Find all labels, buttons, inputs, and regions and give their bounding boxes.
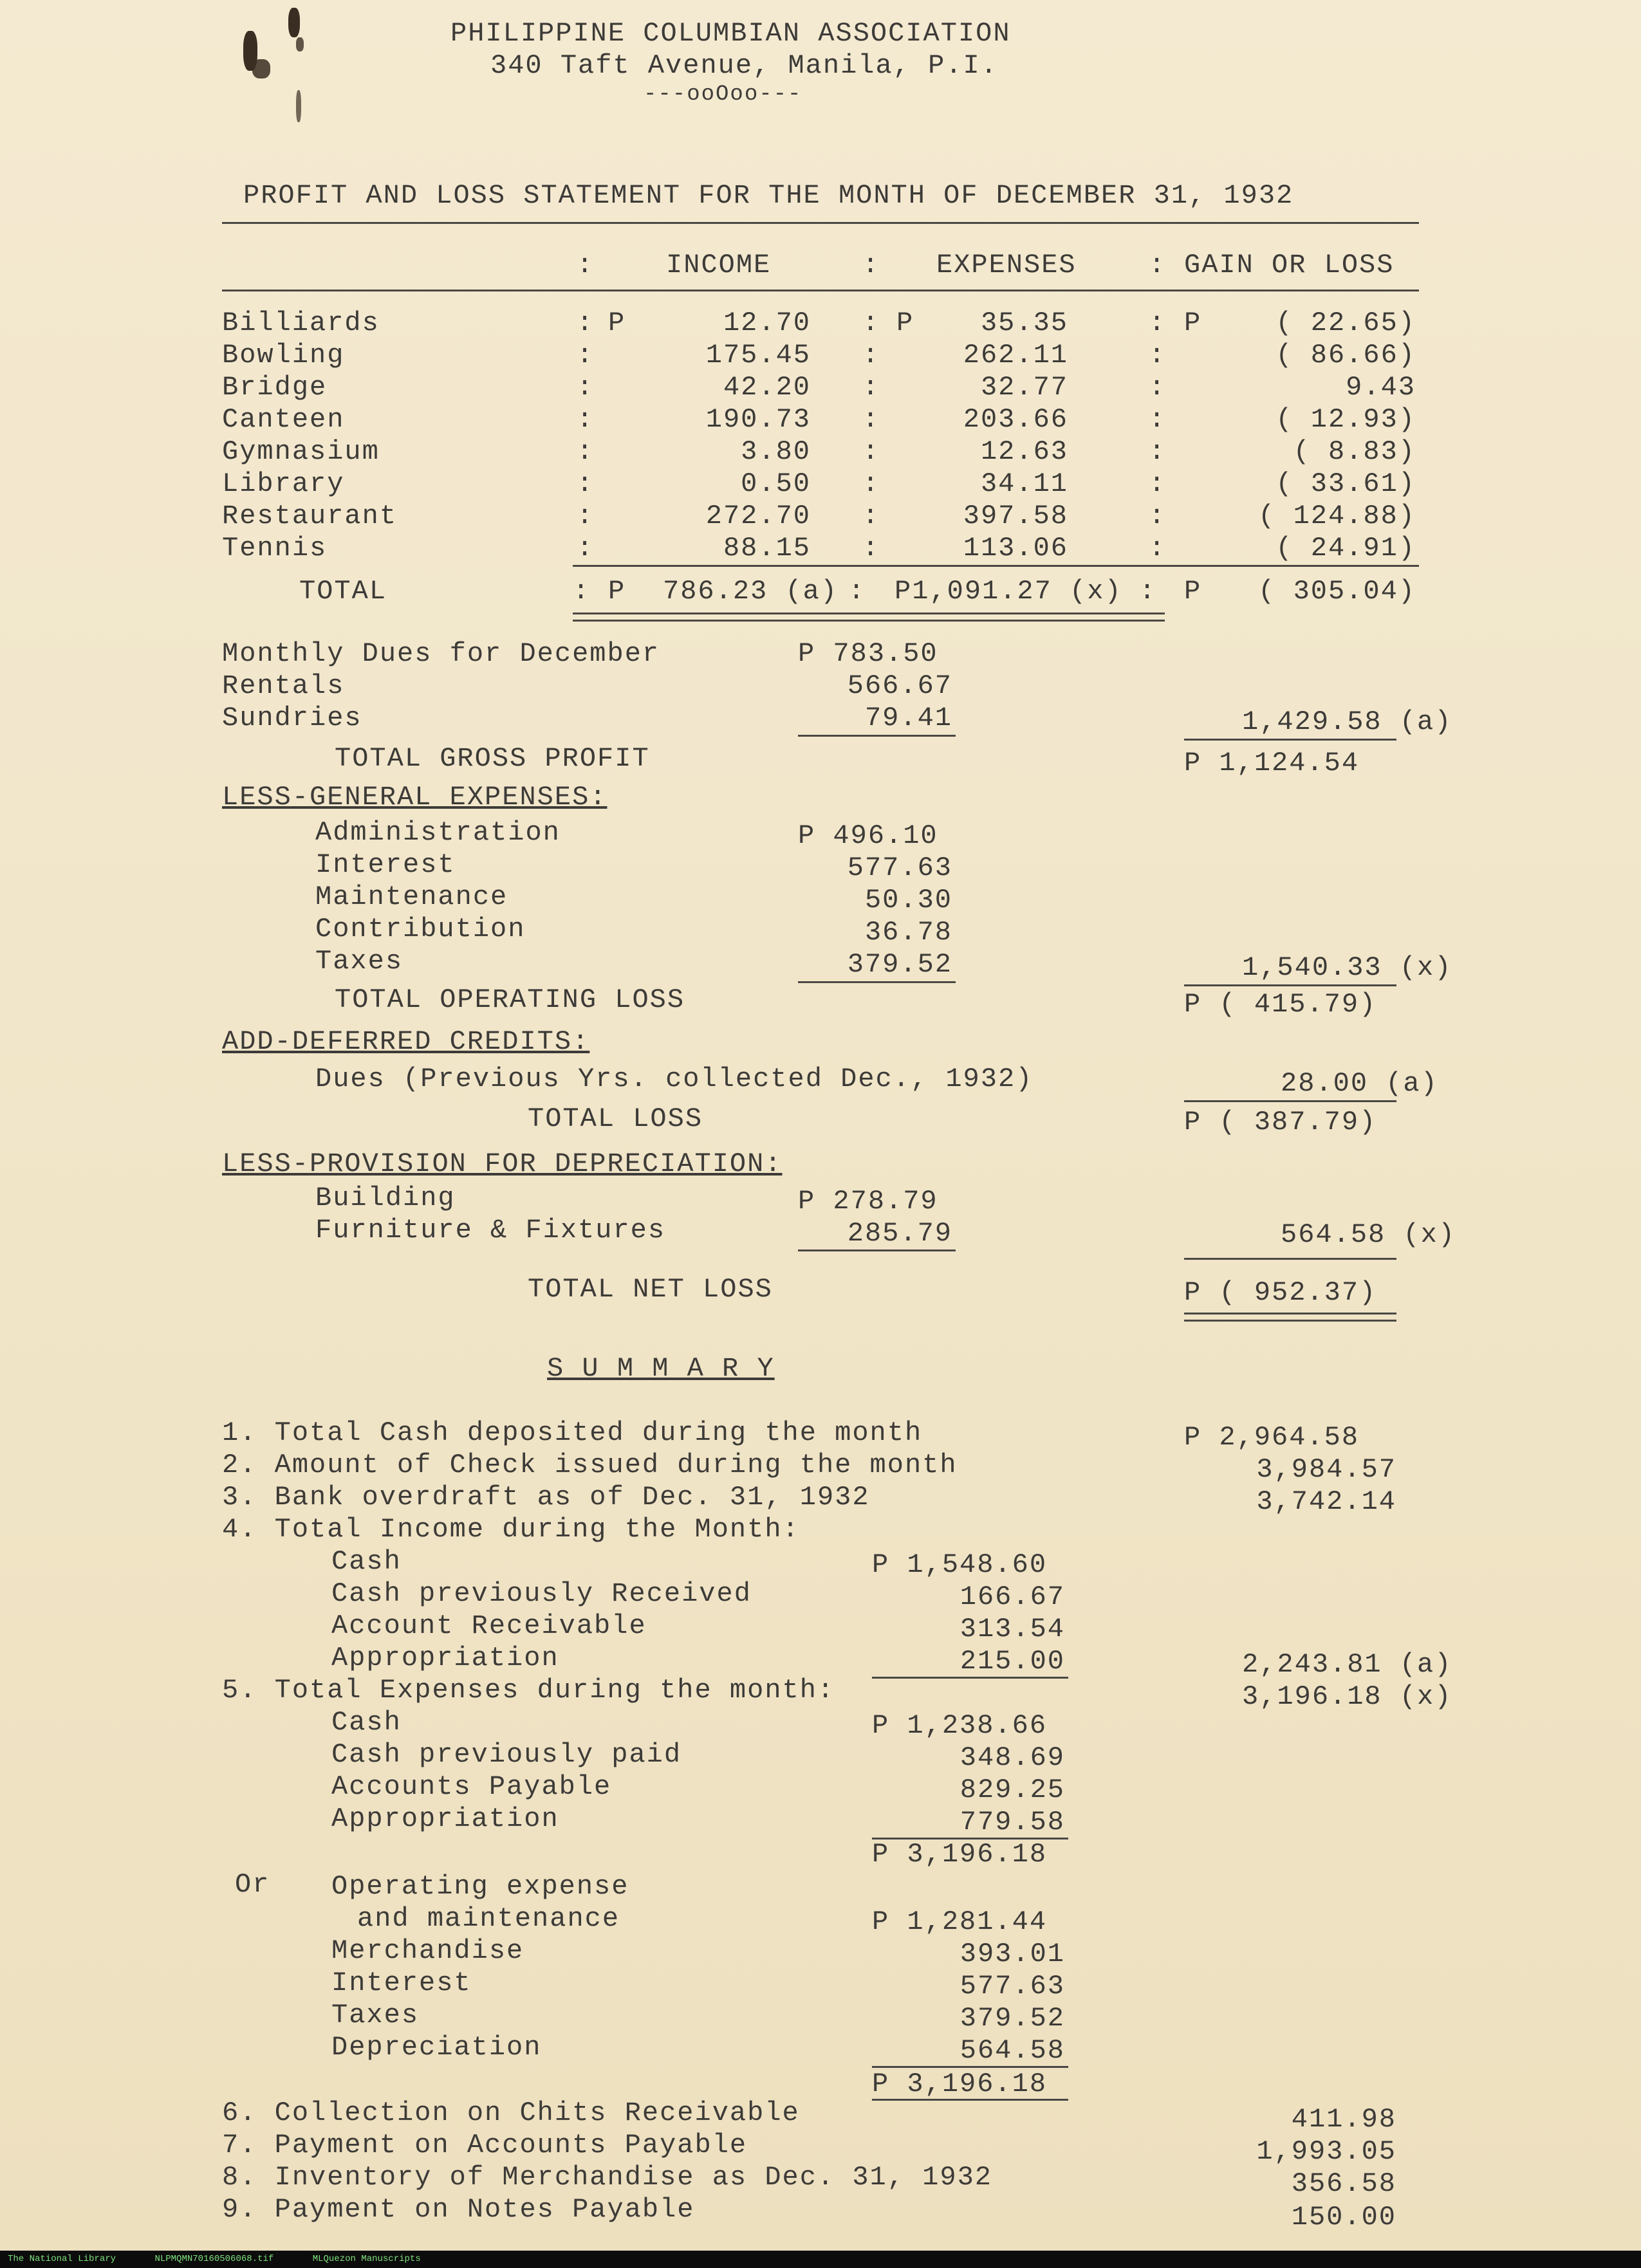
dept-expenses: 262.11 [963,340,1068,371]
colon: : [577,468,595,499]
operating-loss-label: TOTAL OPERATING LOSS [335,984,685,1015]
other-income-amount: 79.41 [864,703,952,733]
summary-heading: S U M M A R Y [547,1353,775,1384]
income-item-amount: 215.00 [960,1646,1065,1677]
or-item-label: Merchandise [331,1935,524,1966]
summary-value: 2,243.81 (a) [1242,1649,1452,1680]
total-gain: ( 305.04) [1258,576,1416,607]
dept-name: Bowling [222,340,345,371]
ink-stain [296,90,301,122]
colon: : [862,308,880,338]
other-income-total-rule [1184,739,1396,741]
expense-label: Taxes [315,946,403,977]
expense-label: Interest [315,849,456,880]
peso-sign: P [1184,308,1202,338]
summary-value: 1,993.05 [1256,2136,1396,2167]
summary-line: 1. Total Cash deposited during the month [222,1417,923,1448]
deferred-rule [1184,1100,1396,1102]
summary-line: 3. Bank overdraft as of Dec. 31, 1932 [222,1482,870,1513]
summary-line: 6. Collection on Chits Receivable [222,2097,800,2128]
ink-stain [288,8,300,37]
colon: : [848,576,866,607]
or-item-amount: P 1,281.44 [872,1906,1048,1937]
dept-gain: ( 24.91) [1275,533,1416,564]
other-income-rule [798,735,956,737]
other-income-amount: P 783.50 [798,638,938,669]
expense-amount: 577.63 [847,853,952,883]
gross-profit-amount: P 1,124.54 [1184,748,1360,779]
col-sep: : [1149,250,1167,281]
or-item-label: Operating expense [331,1871,629,1902]
operating-loss-amount: P ( 415.79) [1184,989,1377,1020]
expense-label: Maintenance [315,881,508,912]
depreciation-heading: LESS-PROVISION FOR DEPRECIATION: [222,1148,783,1179]
dept-name: Library [222,468,345,499]
peso-sign: P [608,308,626,338]
summary-value: P 2,964.58 [1184,1422,1360,1453]
footer-filename: NLPMQMN70160506068.tif [154,2254,274,2264]
colon: : [862,436,880,467]
dept-gain: 9.43 [1346,372,1416,403]
dept-expenses: 32.77 [980,372,1068,403]
dept-name: Bridge [222,372,328,403]
depreciation-label: Furniture & Fixtures [315,1215,666,1246]
col-expenses-header: EXPENSES [936,250,1077,281]
ink-stain [296,37,304,51]
dept-income: 3.80 [741,436,811,467]
other-income-label: Sundries [222,703,362,733]
net-loss-amount: P ( 952.37) [1184,1277,1377,1308]
colon: : [862,340,880,371]
depreciation-total: 564.58 (x) [1281,1219,1456,1250]
or-item-amount: 379.52 [960,2003,1065,2034]
colon: : [1149,404,1167,435]
total-loss-amount: P ( 387.79) [1184,1107,1377,1138]
expense-item-amount: 779.58 [960,1807,1065,1838]
dept-income: 175.45 [705,340,811,371]
colon: : [577,533,595,564]
dept-gain: ( 22.65) [1275,308,1416,338]
or-item-amount: 393.01 [960,1939,1065,1969]
income-item-amount: 166.67 [960,1581,1065,1612]
title-rule [222,222,1419,224]
dept-income: 88.15 [723,533,811,564]
expense-label: Contribution [315,914,526,945]
expense-amount: 50.30 [864,885,952,916]
footer-library: The National Library [8,2254,116,2264]
other-income-label: Monthly Dues for December [222,638,660,669]
colon: : [862,372,880,403]
or-items-rule [872,2066,1068,2068]
depreciation-amount: 285.79 [847,1218,952,1249]
other-income-total: 1,429.58 (a) [1242,706,1452,737]
dept-gain: ( 86.66) [1275,340,1416,371]
dept-income: 190.73 [705,404,811,435]
summary-value: 150.00 [1291,2202,1396,2233]
expense-item-label: Cash previously paid [331,1739,682,1770]
other-income-amount: 566.67 [847,670,952,701]
total-label: TOTAL [299,576,387,607]
expense-item-amount: P 1,238.66 [872,1710,1048,1741]
summary-line: 9. Payment on Notes Payable [222,2194,695,2225]
expense-item-label: Cash [331,1707,402,1738]
colon: : [577,404,595,435]
expense-item-amount: 829.25 [960,1775,1065,1805]
dept-gain: ( 12.93) [1275,404,1416,435]
col-sep: : [577,250,595,281]
dept-income: 0.50 [741,468,811,499]
income-item-amount: 313.54 [960,1614,1065,1645]
colon: : [862,468,880,499]
or-label: Or [235,1869,270,1900]
summary-line: 5. Total Expenses during the month: [222,1675,835,1706]
expense-item-amount: 348.69 [960,1742,1065,1773]
dept-income: 42.20 [723,372,811,403]
expense-amount: 36.78 [864,917,952,948]
colon: : [862,404,880,435]
colon: : [1149,501,1167,531]
peso-sign: P [608,576,626,607]
footer-collection: MLQuezon Manuscripts [312,2254,421,2264]
dept-expenses: 34.11 [980,468,1068,499]
depreciation-rule [798,1249,956,1251]
dept-expenses: 397.58 [963,501,1068,531]
or-item-label: and maintenance [357,1903,620,1934]
dept-expenses: 113.06 [963,533,1068,564]
col-income-header: INCOME [666,250,772,281]
colon: : [577,340,595,371]
depreciation-total-rule-top [1184,1258,1396,1260]
ink-stain [252,59,270,78]
income-item-label: Cash previously Received [331,1578,752,1609]
dept-name: Gymnasium [222,436,380,467]
or-item-label: Taxes [331,2000,420,2031]
income-item-label: Cash [331,1546,402,1577]
dept-gain: ( 124.88) [1258,501,1416,531]
header-divider: ---ooOoo--- [644,82,802,107]
net-loss-label: TOTAL NET LOSS [528,1274,773,1305]
dept-name: Canteen [222,404,345,435]
col-sep: : [862,250,880,281]
income-item-amount: P 1,548.60 [872,1549,1048,1580]
summary-value: 3,196.18 (x) [1242,1681,1452,1712]
summary-value: 3,984.57 [1256,1454,1396,1485]
col-gain-header: GAIN OR LOSS [1184,250,1395,281]
colon: : [1149,533,1167,564]
summary-line: 4. Total Income during the Month: [222,1514,800,1545]
summary-value: 3,742.14 [1256,1486,1396,1517]
gross-profit-label: TOTAL GROSS PROFIT [335,743,650,774]
dept-expenses: 35.35 [980,308,1068,338]
dept-expenses: 12.63 [980,436,1068,467]
colon: : [1149,340,1167,371]
total-income: 786.23 (a) [663,576,839,607]
net-loss-double-rule [1184,1313,1396,1322]
deferred-heading: ADD-DEFERRED CREDITS: [222,1026,590,1057]
general-expenses-heading: LESS-GENERAL EXPENSES: [222,782,607,813]
total-loss-label: TOTAL LOSS [528,1103,703,1134]
colon: : [577,308,595,338]
colon: : [573,576,591,607]
expense-rule [798,981,956,983]
or-item-label: Depreciation [331,2032,542,2063]
or-item-label: Interest [331,1968,472,1998]
scan-footer [0,2251,1641,2268]
general-expenses-total-rule [1184,984,1396,986]
income-items-rule [872,1677,1068,1679]
header-rule [222,290,1419,291]
colon: : [577,436,595,467]
colon: : [577,501,595,531]
expense-item-label: Accounts Payable [331,1771,612,1802]
or-items-rule-bottom [872,2099,1068,2101]
dept-expenses: 203.66 [963,404,1068,435]
income-item-label: Account Receivable [331,1610,647,1641]
colon: : [1149,436,1167,467]
dept-rule [573,565,1419,567]
expense-amount: P 496.10 [798,820,938,851]
colon: : [577,372,595,403]
colon: : [1149,468,1167,499]
total-expenses: P1,091.27 (x) [895,576,1122,607]
general-expenses-total: 1,540.33 (x) [1242,952,1452,983]
dept-name: Billiards [222,308,380,338]
peso-sign: P [896,308,914,338]
expense-items-subtotal: P 3,196.18 [872,1839,1048,1870]
colon: : [862,501,880,531]
colon: : [1139,576,1157,607]
statement-title: PROFIT AND LOSS STATEMENT FOR THE MONTH OF DECEMBER 31, 1932 [243,180,1294,211]
summary-line: 7. Payment on Accounts Payable [222,2130,748,2161]
depreciation-label: Building [315,1183,456,1213]
total-double-rule [573,613,1165,622]
or-items-subtotal: P 3,196.18 [872,2069,1048,2099]
other-income-label: Rentals [222,670,345,701]
expense-item-label: Appropriation [331,1803,559,1834]
summary-value: 356.58 [1291,2168,1396,2199]
or-item-amount: 577.63 [960,1971,1065,2002]
colon: : [1149,372,1167,403]
summary-value: 411.98 [1291,2104,1396,2135]
summary-line: 8. Inventory of Merchandise as Dec. 31, 1932 [222,2162,992,2193]
depreciation-amount: P 278.79 [798,1186,938,1217]
dept-income: 12.70 [723,308,811,338]
or-item-amount: 564.58 [960,2035,1065,2066]
colon: : [862,533,880,564]
dept-name: Restaurant [222,501,398,531]
peso-sign: P [1184,576,1202,607]
org-name: PHILIPPINE COLUMBIAN ASSOCIATION [450,18,1011,49]
colon: : [1149,308,1167,338]
expense-amount: 379.52 [847,949,952,980]
deferred-item: Dues (Previous Yrs. collected Dec., 1932) [315,1064,1034,1094]
dept-income: 272.70 [705,501,811,531]
deferred-amount: 28.00 (a) [1281,1068,1438,1099]
dept-gain: ( 8.83) [1293,436,1416,467]
expense-label: Administration [315,817,561,848]
dept-gain: ( 33.61) [1275,468,1416,499]
org-address: 340 Taft Avenue, Manila, P.I. [490,50,998,81]
income-item-label: Appropriation [331,1643,559,1673]
dept-name: Tennis [222,533,328,564]
summary-line: 2. Amount of Check issued during the month [222,1450,958,1480]
